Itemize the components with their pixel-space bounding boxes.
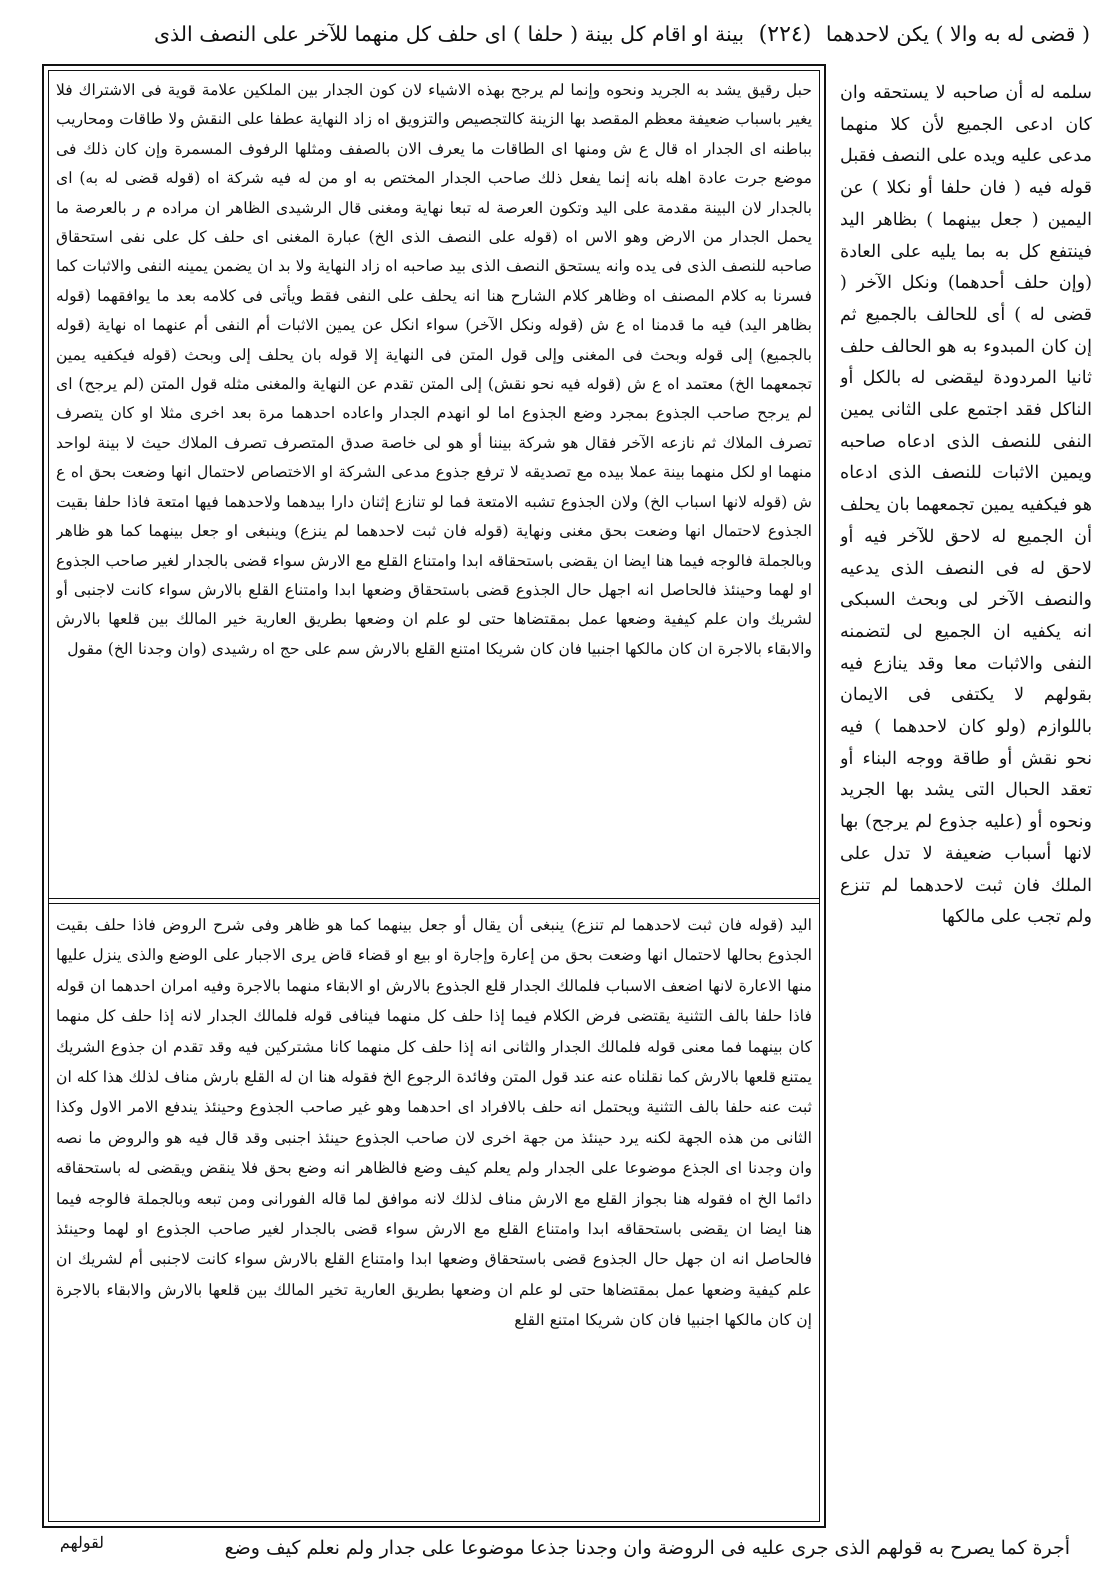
page-header [26,14,1090,54]
header-right-text: ( قضى له به والا ) يكن لاحدهما [825,22,1090,46]
commentary-lower-text: اليد (قوله فان ثبت لاحدهما لم تنزع) ينبغى أن يقال أو جعل بينهما كما هو ظاهر وفى شرح الروض فاذا حلف بقيت الجذوع بحالها لاحتمال انها وضعت بحق من إعارة وإجارة او بيع او قضاء قاض يرى الاجبار على الوضع والذى ينزل عليها منها الاعارة لانها اضعف الاسباب فلمالك الجدار قلع الجذوع بالارش او الابقاء منهما بالاجرة وفيه امران احدهما ان قوله فاذا حلفا بالف التثنية يقتضى فرض الكلام فيما إذا حلف كل منهما فينافى قوله فلمالك الجدار لانه إذا حلف كل منهما كان بينهما فما معنى قوله فلمالك الجدار والثانى انه إذا حلف كل منهما كانا مشتركين فيه وقد تقدم ان جذوع الشريك يمتنع قلعها بالارش كما نقلناه عنه عند قول المتن وفائدة الرجوع الخ فقوله هنا ان له القلع بارش مناف لذلك هذا كله ان ثبت عنه حلفا بالف التثنية ويحتمل انه حلف بالافراد اى احدهما وهو غير صاحب الجذوع وحينئذ يندفع الامر الاول وكذا الثانى من هذه الجهة لكنه يرد حينئذ من جهة اخرى لان صاحب الجذوع حينئذ اجنبى وقد قال فيه هو والروض ما نصه وان وجدنا اى الجذع موضوعا على الجدار ولم يعلم كيف وضع فالظاهر انه وضع بحق فلا ينقض ويقضى له باستحقاقه دائما الخ اه فقوله هنا بجواز القلع مع الارش مناف لذلك لانه موافق لما قاله الفورانى ومن تبعه وبالجملة فالوجه فيما هنا ايضا ان يقضى باستحقاقه ابدا وامتناع القلع مع الارش سواء قضى بالجدار لغير صاحب الجذوع او لهما وحينئذ فالحاصل انه ان جهل حال الجذوع قضى باستحقاق وضعها ابدا وامتناع القلع بالارش سواء كانت لاجنبى أم لشريك ان علم كيفية وضعها عمل بمقتضاها حتى لو علم ان وضعها بطريق العارية تخير المالك بين قلعها بالارش والابقاء بالاجرة إن كان مالكها اجنبيا فان كان شريكا امتنع القلع [56,916,812,1330]
page-number: (٢٢٤) [758,22,812,47]
main-text: سلمه له أن صاحبه لا يستحقه وان كان ادعى الجميع لأن كلا منهما مدعى عليه ويده على النصف فقبل قوله فيه ( فان حلفا أو نكلا ) عن اليمين ( جعل بينهما ) بظاهر اليد فينتفع كل به بما يليه على العادة (وإن حلف أحدهما) ونكل الآخر ( قضى له ) أى للحالف بالجميع ثم إن كان المبدوء به هو الحالف حلف ثانيا المردودة ليقضى له بالكل أو الناكل فقد اجتمع على الثانى يمين النفى للنصف الذى ادعاه صاحبه ويمين الاثبات للنصف الذى ادعاه هو فيكفيه يمين تجمعهما بان يحلف أن الجميع له لاحق للآخر فيه أو لاحق له فى النصف الذى يدعيه والنصف الآخر لى وبحث السبكى انه يكفيه ان الجميع لى لتضمنه النفى والاثبات معا وقد ينازع فيه بقولهم لا يكتفى فى الايمان باللوازم (ولو كان لاحدهما ) فيه نحو نقش أو طاقة ووجه البناء أو تعقد الحبال التى يشد بها الجريد ونحوه أو (عليه جذوع لم يرجح) بها لانها أسباب ضعيفة لا تدل على الملك فان ثبت لاحدهما لم تنزع ولم تجب على مالكها [840,83,1092,928]
catchword: لقولهم [59,1533,105,1552]
main-text-column [840,78,1092,1518]
commentary-upper-text: حبل رقيق يشد به الجريد ونحوه وإنما لم يرجح بهذه الاشياء لان كون الجدار بين الملكين علامة قوية فى الاشتراك فلا يغير باسباب ضعيفة معظم المقصد بها الزينة كالتجصيص والتزويق اه زاد النهاية عطفا على النقش ولا طاقات ومحاريب بباطنه اى الجدار اه قال ع ش ومنها اى الطاقات ما يعرف الان بالصفف ومثلها الرفوف المسمرة وإن كان ذلك فى موضع جرت عادة اهله بانه إنما يفعل ذلك صاحب الجدار المختص به او من له فيه شركة اه (قوله قضى له به) اى بالجدار لان البينة مقدمة على اليد وتكون العرصة له تبعا نهاية ومغنى قال الرشيدى الظاهر ان مراده م ر بالعرصة ما يحمل الجدار من الارض وهو الاس اه (قوله على النصف الذى الخ) عبارة المغنى اى حلف كل على نفى استحقاق صاحبه للنصف الذى فى يده وانه يستحق النصف الذى بيد صاحبه اه زاد النهاية ولا بد ان يضمن يمينه النفى والاثبات كما فسرنا به كلام المصنف اه وظاهر كلام الشارح هنا انه يحلف على النفى فقط ويأتى فى كلامه بعد ما يوافقهما (قوله بظاهر اليد) فيه ما قدمنا اه ع ش (قوله ونكل الآخر) سواء انكل عن يمين الاثبات أم النفى أم عنهما اه نهاية (قوله بالجميع) إلى قوله وبحث فى المغنى وإلى قول المتن فى النهاية إلا قوله بان يحلف إلى وبحث (قوله فيكفيه يمين تجمعهما الخ) معتمد اه ع ش (قوله فيه نحو نقش) إلى المتن تقدم عن النهاية والمغنى مثله قول المتن (لم يرجح) اى لم يرجح صاحب الجذوع بمجرد وضع الجذوع اما لو انهدم الجدار واعاده احدهما مرة بعد اخرى مثلا او كان يتصرف تصرف الملاك ثم نازعه الآخر فقال هو شركة بيننا أو هو لى خاصة صدق المتصرف تصرف الملاك حيث لا بينة لواحد منهما او لكل منهما بينة عملا بيده مع تصديقه لا ترفع جذوع مدعى الشركة او الاختصاص لاحتمال انها وضعت بحق اه ع ش (قوله لانها اسباب الخ) ولان الجذوع تشبه الامتعة فما لو تنازع إثنان دارا بيدهما ولاحدهما فيها امتعة فاذا حلفا بقيت الجذوع لاحتمال انها وضعت بحق مغنى ونهاية (قوله فان ثبت لاحدهما لم ينزع) وينبغى او جعل بينهما كما هو ظاهر وبالجملة فالوجه فيما هنا ايضا ان يقضى باستحقاقه ابدا وامتناع القلع مع الارش سواء قضى بالجدار لغير صاحب الجذوع او لهما وحينئذ فالحاصل انه اجهل حال الجذوع قضى باستحقاق وضعها ابدا وامتناع القلع بالارش سواء كانت لاجنبى أو لشريك وان علم كيفية وضعها عمل بمقتضاها حتى لو علم ان وضعها بطريق العارية خير المالك بين قلعها بالارش والابقاء بالاجرة ان كان مالكها اجنبيا فان كان شريكا امتنع القلع بالارش سم على حج اه رشيدى (وان وجدنا الخ) مقول [56,81,812,658]
commentary-lower [56,910,812,1518]
commentary-divider [48,898,820,904]
page-footer: أجرة كما يصرح به قولهم الذى جرى عليه فى الروضة وان وجدنا جذعا موضوعا على جدار ولم نعلم كيف وضع [224,1537,1070,1559]
header-left-text: بينة او اقام كل بينة ( حلفا ) اى حلف كل منهما للآخر على النصف الذى [153,22,745,46]
commentary-upper [56,76,812,896]
